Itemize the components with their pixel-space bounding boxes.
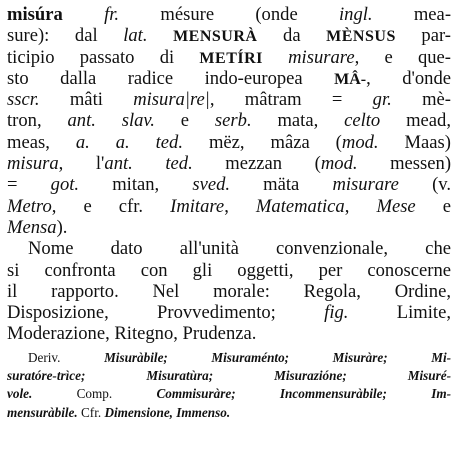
entry-line-6: tron, ant. slav. e serb. mata, celto mead, xyxy=(7,110,451,132)
definition-line-5: Moderazione, Ritegno, Prudenza. xyxy=(7,323,257,345)
derivatives-line-1: Deriv. Misuràbile; Misuraménto; Misuràre; Mi- xyxy=(28,349,451,365)
entry-line-2: sure): dal lat. MENSURÀ da MÈNSUS par- xyxy=(7,25,451,47)
definition-line-3: il rapporto. Nel morale: Regola, Ordine, xyxy=(7,280,451,302)
entry-line-9: = got. mitan, sved. mäta misurare (v. xyxy=(7,174,451,196)
definition-line-1: Nome dato all'unità convenzionale, che xyxy=(28,238,451,260)
entry-line-7: meas, a. a. ted. mëz, mâza (mod. Maas) xyxy=(7,131,451,153)
entry-line-4: sto dalla radice indo-europea MÂ-, d'onde xyxy=(7,67,451,89)
definition-line-2: si confronta con gli oggetti, per conoscerne xyxy=(7,259,451,281)
derivatives-line-2: suratóre-trìce; Misuratùra; Misurazióne; Misuré- xyxy=(7,368,451,384)
derivatives-line-3: vole. Comp. Commisuràre; Incommensuràbile; Im- xyxy=(7,386,451,402)
derivatives-line-4: mensuràbile. Cfr. Dimensione, Immenso. xyxy=(7,404,231,420)
definition-line-4: Disposizione, Provvedimento; fig. Limite, xyxy=(7,302,451,324)
headword: misúra xyxy=(7,4,63,25)
entry-line-5: sscr. mâti misura|re|, mâtram = gr. mè- xyxy=(7,89,451,111)
entry-line-3: ticipio passato di METÍRI misurare, e que- xyxy=(7,46,451,68)
entry-line-1: misúra fr. mésure (onde ingl. mea- xyxy=(7,4,451,25)
entry-line-8: misura, l'ant. ted. mezzan (mod. messen) xyxy=(7,153,451,175)
entry-line-11: Mensa). xyxy=(7,216,68,238)
entry-line-10: Metro, e cfr. Imitare, Matematica, Mese e xyxy=(7,195,451,217)
